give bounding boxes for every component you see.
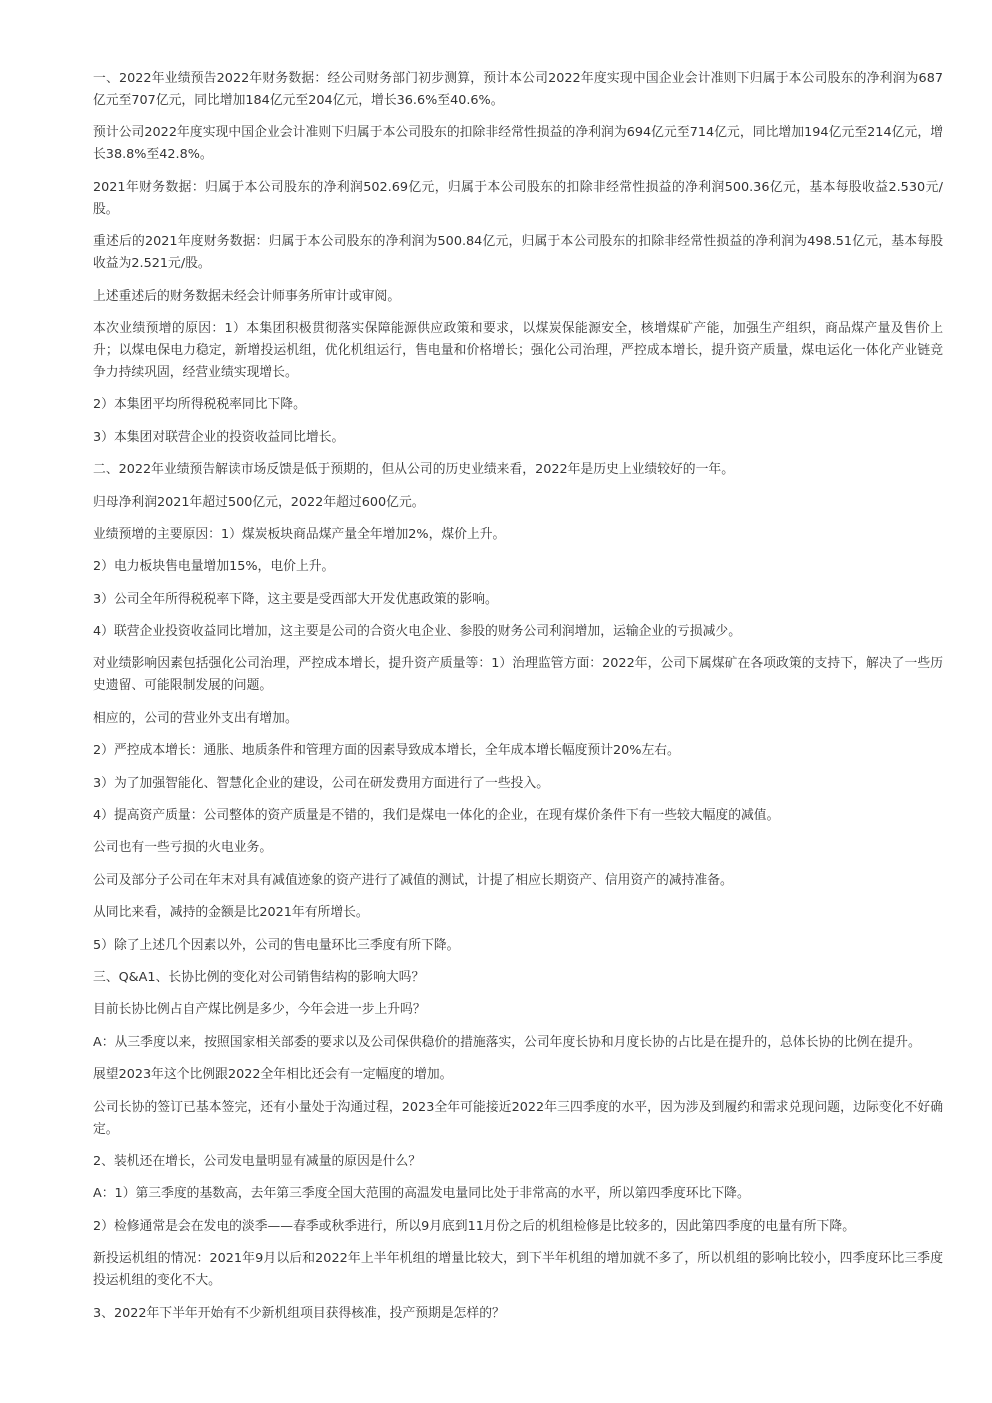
paragraph: A：从三季度以来，按照国家相关部委的要求以及公司保供稳价的措施落实，公司年度长协和月度长协的占比是在提升的，总体长协的比例在提升。 bbox=[93, 1034, 921, 1050]
paragraph: 对业绩影响因素包括强化公司治理，严控成本增长，提升资产质量等：1）治理监管方面：2022年，公司下属煤矿在各项政策的支持下，解决了一些历史遗留、可能限制发展的问题。 bbox=[93, 656, 943, 694]
document-body bbox=[93, 68, 943, 1335]
paragraph: 业绩预增的主要原因：1）煤炭板块商品煤产量全年增加2%，煤价上升。 bbox=[93, 526, 506, 542]
paragraph: 3）公司全年所得税税率下降，这主要是受西部大开发优惠政策的影响。 bbox=[93, 591, 498, 607]
paragraph: 展望2023年这个比例跟2022全年相比还会有一定幅度的增加。 bbox=[93, 1067, 453, 1083]
paragraph: 2021年财务数据：归属于本公司股东的净利润502.69亿元，归属于本公司股东的扣除非经常性损益的净利润500.36亿元，基本每股收益2.530元/股。 bbox=[93, 179, 943, 217]
paragraph: 4）联营企业投资收益同比增加，这主要是公司的合资火电企业、参股的财务公司利润增加，运输企业的亏损减少。 bbox=[93, 624, 741, 640]
paragraph: 公司及部分子公司在年末对具有减值迹象的资产进行了减值的测试，计提了相应长期资产、信用资产的减持准备。 bbox=[93, 872, 733, 888]
paragraph: 一、2022年业绩预告2022年财务数据：经公司财务部门初步测算，预计本公司2022年度实现中国企业会计准则下归属于本公司股东的净利润为687亿元至707亿元，同比增加184亿元至204亿元，增长36.6%至40.6%。 bbox=[93, 71, 943, 108]
paragraph: 目前长协比例占自产煤比例是多少，今年会进一步上升吗？ bbox=[93, 1002, 426, 1018]
paragraph: 本次业绩预增的原因：1）本集团积极贯彻落实保障能源供应政策和要求，以煤炭保能源安全，核增煤矿产能，加强生产组织，商品煤产量及售价上升；以煤电保电力稳定，新增投运机组，优化机组运行，售电量和价格增长；强化公司治理，严控成本增长，提升资产质量，煤电运化一体化产业链竞争力持续巩固，经营业绩实现增长。 bbox=[93, 320, 943, 380]
paragraph: 归母净利润2021年超过500亿元，2022年超过600亿元。 bbox=[93, 494, 425, 510]
paragraph: 3）为了加强智能化、智慧化企业的建设，公司在研发费用方面进行了一些投入。 bbox=[93, 775, 550, 791]
paragraph: 从同比来看，减持的金额是比2021年有所增长。 bbox=[93, 905, 369, 921]
paragraph: 重述后的2021年度财务数据：归属于本公司股东的净利润为500.84亿元，归属于本公司股东的扣除非经常性损益的净利润为498.51亿元，基本每股收益为2.521元/股。 bbox=[93, 234, 943, 272]
paragraph: 2）电力板块售电量增加15%，电价上升。 bbox=[93, 559, 335, 575]
paragraph: 公司也有一些亏损的火电业务。 bbox=[93, 840, 273, 856]
paragraph: 3）本集团对联营企业的投资收益同比增长。 bbox=[93, 429, 345, 445]
paragraph: 上述重述后的财务数据未经会计师事务所审计或审阅。 bbox=[93, 288, 401, 304]
paragraph: 3、2022年下半年开始有不少新机组项目获得核准，投产预期是怎样的？ bbox=[93, 1305, 505, 1321]
paragraph: 4）提高资产质量：公司整体的资产质量是不错的，我们是煤电一体化的企业，在现有煤价条件下有一些较大幅度的减值。 bbox=[93, 808, 780, 824]
paragraph: 预计公司2022年度实现中国企业会计准则下归属于本公司股东的扣除非经常性损益的净利润为694亿元至714亿元，同比增加194亿元至214亿元，增长38.8%至42.8%。 bbox=[93, 125, 943, 163]
paragraph: 2、装机还在增长，公司发电量明显有减量的原因是什么？ bbox=[93, 1153, 422, 1169]
paragraph: 三、Q&A1、长协比例的变化对公司销售结构的影响大吗？ bbox=[93, 969, 425, 985]
paragraph: A：1）第三季度的基数高，去年第三季度全国大范围的高温发电量同比处于非常高的水平，所以第四季度环比下降。 bbox=[93, 1186, 750, 1202]
paragraph: 相应的，公司的营业外支出有增加。 bbox=[93, 710, 298, 726]
paragraph: 公司长协的签订已基本签完，还有小量处于沟通过程，2023全年可能接近2022年三四季度的水平，因为涉及到履约和需求兑现问题，边际变化不好确定。 bbox=[93, 1099, 943, 1137]
paragraph: 新投运机组的情况：2021年9月以后和2022年上半年机组的增量比较大，到下半年机组的增加就不多了，所以机组的影响比较小，四季度环比三季度投运机组的变化不大。 bbox=[93, 1251, 943, 1289]
paragraph: 二、2022年业绩预告解读市场反馈是低于预期的，但从公司的历史业绩来看，2022年是历史上业绩较好的一年。 bbox=[93, 462, 734, 478]
paragraph: 2）严控成本增长：通胀、地质条件和管理方面的因素导致成本增长，全年成本增长幅度预计20%左右。 bbox=[93, 743, 680, 759]
paragraph: 5）除了上述几个因素以外，公司的售电量环比三季度有所下降。 bbox=[93, 937, 460, 953]
paragraph: 2）本集团平均所得税税率同比下降。 bbox=[93, 397, 306, 413]
paragraph: 2）检修通常是会在发电的淡季——春季或秋季进行，所以9月底到11月份之后的机组检修是比较多的，因此第四季度的电量有所下降。 bbox=[93, 1218, 855, 1234]
